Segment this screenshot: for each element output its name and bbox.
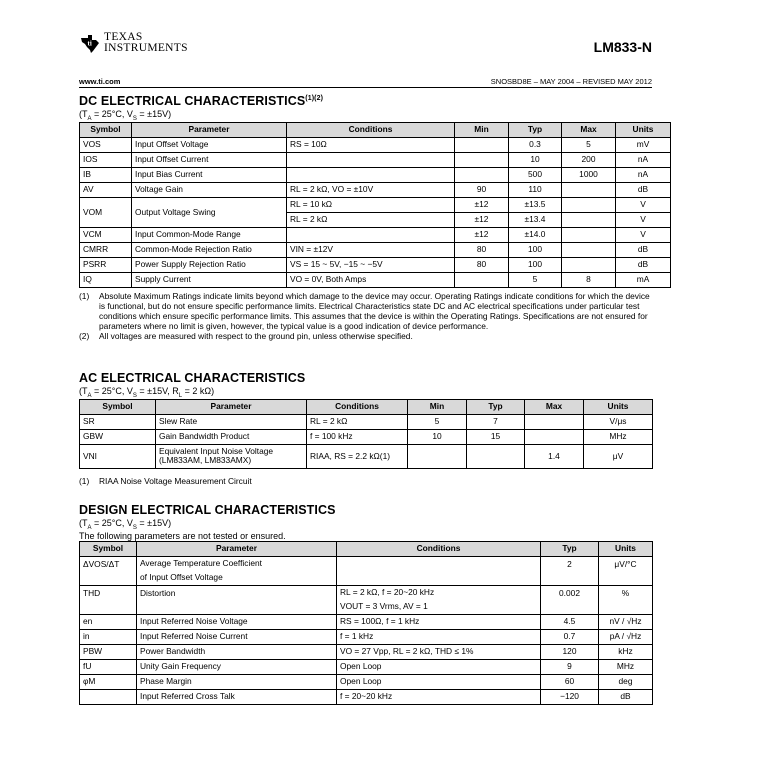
units-cell: deg	[599, 674, 653, 689]
parameter-cell: Output Voltage Swing	[132, 197, 287, 227]
conditions-cell: f = 100 kHz	[307, 429, 408, 444]
parameter-cell: Voltage Gain	[132, 182, 287, 197]
max-cell: 8	[562, 272, 616, 287]
ti-state-icon	[79, 32, 101, 54]
symbol-cell: IOS	[80, 152, 132, 167]
typ-cell: 100	[509, 257, 562, 272]
col-min: Min	[408, 399, 467, 414]
conditions-cell: VO = 0V, Both Amps	[287, 272, 455, 287]
symbol-cell	[80, 689, 137, 704]
units-cell: nA	[616, 152, 671, 167]
parameter-cell: Input Offset Voltage	[132, 137, 287, 152]
conditions-cell	[287, 227, 455, 242]
conditions-cell: f = 20~20 kHz	[337, 689, 541, 704]
col-conditions: Conditions	[337, 541, 541, 556]
table-row	[80, 182, 671, 197]
units-cell: dB	[616, 257, 671, 272]
table-row	[80, 585, 653, 600]
conditions-cell: f = 1 kHz	[337, 629, 541, 644]
col-units: Units	[616, 122, 671, 137]
typ-cell: 100	[509, 242, 562, 257]
part-number: LM833-N	[593, 39, 652, 55]
dc-header-row	[80, 122, 671, 137]
col-typ: Typ	[467, 399, 525, 414]
design-section	[79, 503, 652, 705]
col-typ: Typ	[509, 122, 562, 137]
typ-cell: 0.002	[541, 585, 599, 614]
typ-cell: 7	[467, 414, 525, 429]
units-cell: V/μs	[584, 414, 653, 429]
max-cell	[562, 257, 616, 272]
col-units: Units	[584, 399, 653, 414]
sub-header	[79, 77, 652, 88]
units-cell: pA / √Hz	[599, 629, 653, 644]
ac-conditions: ($T_A = 25^\circ C$, $V_S = \pm 15V$, $R_L = 2$ kΩ)	[79, 386, 215, 399]
typ-cell: 110	[509, 182, 562, 197]
ac-notes	[79, 476, 652, 486]
conditions-cell: VO = 27 Vpp, RL = 2 kΩ, THD ≤ 1%	[337, 644, 541, 659]
table-row	[80, 689, 653, 704]
min-cell	[455, 167, 509, 182]
dc-section	[79, 94, 652, 341]
min-cell	[408, 444, 467, 468]
table-row	[80, 257, 671, 272]
table-row	[80, 444, 653, 468]
table-row	[80, 137, 671, 152]
parameter-cell: Distortion	[137, 585, 337, 614]
parameter-cell: Input Referred Noise Voltage	[137, 614, 337, 629]
units-cell: %	[599, 585, 653, 614]
table-row	[80, 629, 653, 644]
parameter-cell: Input Referred Cross Talk	[137, 689, 337, 704]
col-max: Max	[525, 399, 584, 414]
min-cell	[455, 272, 509, 287]
conditions-cell: VOUT = 3 Vrms, AV = 1	[337, 600, 541, 615]
symbol-cell: SR	[80, 414, 156, 429]
units-cell: dB	[599, 689, 653, 704]
footnote: (1) Absolute Maximum Ratings indicate limits beyond which damage to the device may occur. Operating Ratings indicate conditions for which the device is functional, but do not ensure specific performance limits. Electrical Characteristics state DC and AC electrical specifications under particular test conditions which ensure specific performance limits. This assumes that the device is within the Operating Ratings. Specifications are not ensured for parameters where no limit is given, however, the typical value is a good indication of device performance.	[79, 291, 652, 331]
typ-cell: 0.7	[541, 629, 599, 644]
col-parameter: Parameter	[156, 399, 307, 414]
units-cell: nV / √Hz	[599, 614, 653, 629]
col-conditions: Conditions	[307, 399, 408, 414]
units-cell: V	[616, 197, 671, 212]
table-row	[80, 272, 671, 287]
typ-cell: 5	[509, 272, 562, 287]
typ-cell: 120	[541, 644, 599, 659]
table-row	[80, 197, 671, 212]
symbol-cell: VNI	[80, 444, 156, 468]
typ-cell: 0.3	[509, 137, 562, 152]
footnote-text: Absolute Maximum Ratings indicate limits beyond which damage to the device may occur. Operating Ratings indicate conditions for which the device is functional, but do not ensure specific performance limits. Electrical Characteristics state DC and AC electrical specifications under particular test conditions which ensure specific performance limits. This assumes that the device is within the Operating Ratings. Specifications are not ensured for parameters where no limit is given, however, the typical value is a good indication of device performance.	[99, 290, 650, 331]
symbol-cell: CMRR	[80, 242, 132, 257]
units-cell: MHz	[599, 659, 653, 674]
symbol-cell: AV	[80, 182, 132, 197]
col-symbol: Symbol	[80, 541, 137, 556]
footnote-text: RIAA Noise Voltage Measurement Circuit	[99, 475, 252, 486]
footnote: (2) All voltages are measured with respect to the ground pin, unless otherwise specified.	[79, 331, 652, 341]
parameter-cell: Unity Gain Frequency	[137, 659, 337, 674]
table-row	[80, 644, 653, 659]
conditions-cell	[287, 152, 455, 167]
min-cell	[455, 152, 509, 167]
parameter-cell: Phase Margin	[137, 674, 337, 689]
units-cell: V	[616, 227, 671, 242]
min-cell: 10	[408, 429, 467, 444]
conditions-cell: RL = 2 kΩ	[307, 414, 408, 429]
table-row	[80, 242, 671, 257]
min-cell: 5	[408, 414, 467, 429]
typ-cell: ±13.5	[509, 197, 562, 212]
design-title: DESIGN ELECTRICAL CHARACTERISTICS	[79, 503, 336, 517]
ac-header-row	[80, 399, 653, 414]
max-cell: 5	[562, 137, 616, 152]
typ-cell: 2	[541, 556, 599, 585]
symbol-cell: φM	[80, 674, 137, 689]
page-header	[79, 30, 652, 86]
conditions-cell	[287, 167, 455, 182]
units-cell: mA	[616, 272, 671, 287]
units-cell: μV	[584, 444, 653, 468]
ac-table	[79, 399, 653, 469]
parameter-cell: Equivalent Input Noise Voltage (LM833AM, LM833AMX)	[156, 444, 307, 468]
col-min: Min	[455, 122, 509, 137]
units-cell: kHz	[599, 644, 653, 659]
parameter-cell: Slew Rate	[156, 414, 307, 429]
min-cell: 80	[455, 242, 509, 257]
typ-cell: ±14.0	[509, 227, 562, 242]
conditions-cell: RL = 10 kΩ	[287, 197, 455, 212]
table-row	[80, 674, 653, 689]
units-cell: mV	[616, 137, 671, 152]
max-cell	[562, 182, 616, 197]
symbol-cell: in	[80, 629, 137, 644]
conditions-cell: Open Loop	[337, 659, 541, 674]
col-symbol: Symbol	[80, 122, 132, 137]
col-symbol: Symbol	[80, 399, 156, 414]
conditions-cell: RL = 2 kΩ	[287, 212, 455, 227]
min-cell	[455, 137, 509, 152]
dc-table	[79, 122, 671, 288]
max-cell: 200	[562, 152, 616, 167]
parameter-cell: Common-Mode Rejection Ratio	[132, 242, 287, 257]
max-cell	[562, 197, 616, 212]
symbol-cell: en	[80, 614, 137, 629]
symbol-cell: IQ	[80, 272, 132, 287]
conditions-cell: VS = 15 ~ 5V, −15 ~ −5V	[287, 257, 455, 272]
conditions-cell	[337, 556, 541, 585]
parameter-cell: Input Bias Current	[132, 167, 287, 182]
design-table	[79, 541, 653, 705]
ac-title: AC ELECTRICAL CHARACTERISTICS	[79, 371, 306, 385]
symbol-cell: GBW	[80, 429, 156, 444]
units-cell: MHz	[584, 429, 653, 444]
parameter-cell: Supply Current	[132, 272, 287, 287]
logo-line1: TEXAS	[104, 31, 143, 43]
parameter-cell: of Input Offset Voltage	[137, 571, 337, 586]
max-cell: 1.4	[525, 444, 584, 468]
conditions-cell: RL = 2 kΩ, f = 20~20 kHz	[337, 585, 541, 600]
design-conditions: ($T_A = 25^\circ C$, $V_S = \pm 15V$)	[79, 518, 172, 531]
parameter-cell: Gain Bandwidth Product	[156, 429, 307, 444]
dc-conditions: ($T_A = 25^\circ C$, $V_S = \pm 15V$)	[79, 109, 172, 122]
typ-cell: 4.5	[541, 614, 599, 629]
dc-title: DC ELECTRICAL $CHARACTERISTICS^{(1)(2)}$	[79, 94, 324, 108]
typ-cell: 15	[467, 429, 525, 444]
parameter-cell: Input Common-Mode Range	[132, 227, 287, 242]
design-header-row	[80, 541, 653, 556]
footnote: (1) RIAA Noise Voltage Measurement Circuit	[79, 476, 652, 486]
conditions-cell: Open Loop	[337, 674, 541, 689]
table-row	[80, 167, 671, 182]
parameter-cell: Average Temperature Coefficient	[137, 556, 337, 571]
dc-notes	[79, 291, 652, 341]
symbol-cell: VCM	[80, 227, 132, 242]
units-cell: μV/°C	[599, 556, 653, 585]
table-row	[80, 414, 653, 429]
typ-cell: 9	[541, 659, 599, 674]
footnote-text: All voltages are measured with respect to the ground pin, unless otherwise specified.	[99, 330, 413, 341]
typ-cell: 500	[509, 167, 562, 182]
datasheet-page	[79, 30, 654, 702]
typ-cell: ±13.4	[509, 212, 562, 227]
symbol-cell: PSRR	[80, 257, 132, 272]
symbol-cell: IB	[80, 167, 132, 182]
table-row	[80, 152, 671, 167]
units-cell: nA	[616, 167, 671, 182]
col-parameter: Parameter	[132, 122, 287, 137]
parameter-cell: Input Referred Noise Current	[137, 629, 337, 644]
symbol-cell: PBW	[80, 644, 137, 659]
typ-cell: −120	[541, 689, 599, 704]
conditions-cell: RS = 10Ω	[287, 137, 455, 152]
conditions-cell: RL = 2 kΩ, VO = ±10V	[287, 182, 455, 197]
units-cell: dB	[616, 182, 671, 197]
table-row	[80, 429, 653, 444]
table-row	[80, 659, 653, 674]
typ-cell	[467, 444, 525, 468]
min-cell: ±12	[455, 197, 509, 212]
col-max: Max	[562, 122, 616, 137]
max-cell	[525, 429, 584, 444]
min-cell: ±12	[455, 227, 509, 242]
max-cell: 1000	[562, 167, 616, 182]
symbol-cell: THD	[80, 585, 137, 614]
ti-logo	[79, 32, 188, 54]
symbol-cell: VOM	[80, 197, 132, 227]
col-typ: Typ	[541, 541, 599, 556]
conditions-cell: RS = 100Ω, f = 1 kHz	[337, 614, 541, 629]
table-row	[80, 227, 671, 242]
symbol-cell: VOS	[80, 137, 132, 152]
logo-line2: INSTRUMENTS	[104, 42, 188, 54]
parameter-cell: Power Supply Rejection Ratio	[132, 257, 287, 272]
min-cell: ±12	[455, 212, 509, 227]
svg-text:ti: ti	[87, 39, 92, 48]
col-conditions: Conditions	[287, 122, 455, 137]
units-cell: dB	[616, 242, 671, 257]
conditions-cell: VIN = ±12V	[287, 242, 455, 257]
max-cell	[562, 227, 616, 242]
col-parameter: Parameter	[137, 541, 337, 556]
table-row	[80, 556, 653, 571]
table-row	[80, 614, 653, 629]
conditions-cell: RIAA, RS = 2.2 kΩ(1)	[307, 444, 408, 468]
max-cell	[562, 212, 616, 227]
parameter-cell: Input Offset Current	[132, 152, 287, 167]
design-intro: The following parameters are not tested or ensured.	[79, 530, 286, 541]
symbol-cell: fU	[80, 659, 137, 674]
typ-cell: 10	[509, 152, 562, 167]
website-link[interactable]: www.ti.com	[79, 77, 121, 86]
col-units: Units	[599, 541, 653, 556]
min-cell: 80	[455, 257, 509, 272]
units-cell: V	[616, 212, 671, 227]
typ-cell: 60	[541, 674, 599, 689]
ac-section	[79, 371, 652, 486]
max-cell	[562, 242, 616, 257]
min-cell: 90	[455, 182, 509, 197]
max-cell	[525, 414, 584, 429]
doc-id: SNOSBD8E – MAY 2004 – REVISED MAY 2012	[490, 77, 652, 86]
symbol-cell: ΔVOS/ΔT	[80, 556, 137, 585]
parameter-cell: Power Bandwidth	[137, 644, 337, 659]
